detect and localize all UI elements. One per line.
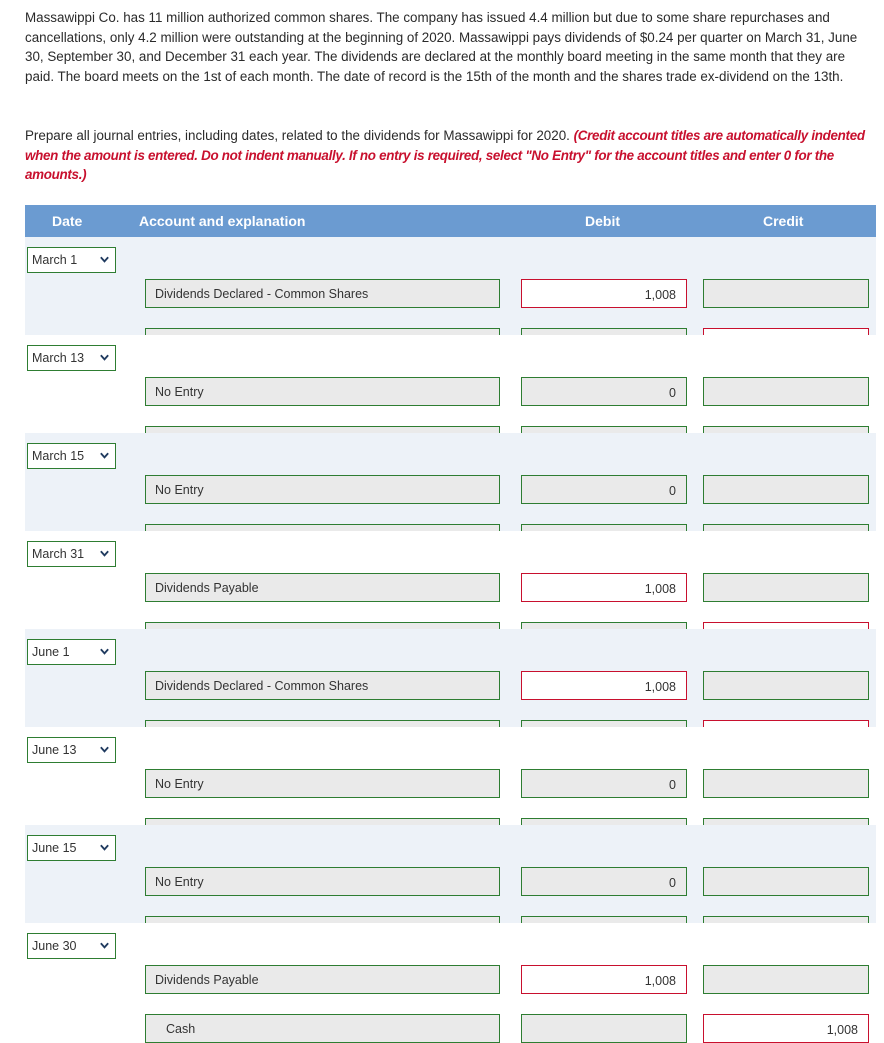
credit-amount-input[interactable] bbox=[703, 965, 869, 994]
debit-amount-input[interactable]: 1,008 bbox=[521, 671, 687, 700]
credit-amount-input[interactable] bbox=[703, 671, 869, 700]
date-select[interactable] bbox=[27, 933, 116, 959]
header-date: Date bbox=[52, 213, 83, 229]
debit-account-field[interactable]: Dividends Payable bbox=[145, 573, 500, 602]
date-select[interactable] bbox=[27, 247, 116, 273]
chevron-down-icon bbox=[99, 744, 110, 755]
chevron-down-icon bbox=[99, 254, 110, 265]
debit-amount-input[interactable]: 0 bbox=[521, 867, 687, 896]
chevron-down-icon bbox=[99, 352, 110, 363]
credit-amount-input[interactable]: 1,008 bbox=[703, 1014, 869, 1043]
credit-account-field[interactable]: Cash bbox=[145, 1014, 500, 1043]
chevron-down-icon bbox=[99, 646, 110, 657]
date-value: March 1 bbox=[32, 253, 78, 267]
instructions-note: (Credit account titles are automatically indented when the amount is entered. Do not indent manually. If no entry is required, select "No Entry" for the account titles and enter 0 for the amounts.) bbox=[25, 128, 865, 182]
journal-entry bbox=[25, 433, 876, 531]
date-select[interactable] bbox=[27, 737, 116, 763]
journal-entry bbox=[25, 531, 876, 629]
debit-account-field[interactable]: No Entry bbox=[145, 377, 500, 406]
journal-entry bbox=[25, 335, 876, 433]
date-value: June 30 bbox=[32, 939, 77, 953]
debit-amount-input[interactable]: 1,008 bbox=[521, 573, 687, 602]
debit-account-field[interactable]: Dividends Declared - Common Shares bbox=[145, 279, 500, 308]
journal-entry bbox=[25, 923, 876, 1037]
debit-amount-input[interactable]: 0 bbox=[521, 377, 687, 406]
date-value: June 13 bbox=[32, 743, 77, 757]
debit-account-field[interactable]: No Entry bbox=[145, 769, 500, 798]
credit-amount-input[interactable] bbox=[703, 279, 869, 308]
debit-account-field[interactable]: Dividends Declared - Common Shares bbox=[145, 671, 500, 700]
date-value: March 31 bbox=[32, 547, 85, 561]
journal-entry bbox=[25, 825, 876, 923]
chevron-down-icon bbox=[99, 450, 110, 461]
instructions-text: Prepare all journal entries, including dates, related to the dividends for Massawippi for 2020. bbox=[25, 128, 570, 143]
journal-entry-table bbox=[25, 205, 876, 1037]
debit-amount-input[interactable]: 0 bbox=[521, 769, 687, 798]
debit-account-field[interactable]: Dividends Payable bbox=[145, 965, 500, 994]
date-select[interactable] bbox=[27, 541, 116, 567]
date-value: June 1 bbox=[32, 645, 70, 659]
credit-amount-input[interactable] bbox=[703, 769, 869, 798]
problem-statement: Massawippi Co. has 11 million authorized common shares. The company has issued 4.4 million but due to some share repurchases and cancellations, only 4.2 million were outstanding at the beginning of 2020. Massawippi pays dividends of $0.24 per quarter on March 31, June 30, September 30, and December 31 each year. The dividends are declared at the monthly board meeting in the same month that they are paid. The board meets on the 1st of each month. The date of record is the 15th of the month and the shares trade ex-dividend on the 13th. bbox=[25, 10, 858, 84]
chevron-down-icon bbox=[99, 940, 110, 951]
credit-amount-input[interactable] bbox=[703, 377, 869, 406]
debit-account-field[interactable]: No Entry bbox=[145, 867, 500, 896]
journal-entry bbox=[25, 237, 876, 335]
debit-amount-input[interactable]: 1,008 bbox=[521, 279, 687, 308]
credit-amount-input[interactable] bbox=[703, 475, 869, 504]
header-debit: Debit bbox=[585, 213, 620, 229]
table-header bbox=[25, 205, 876, 237]
date-value: March 13 bbox=[32, 351, 85, 365]
chevron-down-icon bbox=[99, 548, 110, 559]
debit-amount-input[interactable]: 1,008 bbox=[521, 965, 687, 994]
debit-amount-input[interactable] bbox=[521, 1014, 687, 1043]
credit-amount-input[interactable] bbox=[703, 573, 869, 602]
date-select[interactable] bbox=[27, 835, 116, 861]
journal-entry bbox=[25, 727, 876, 825]
debit-account-field[interactable]: No Entry bbox=[145, 475, 500, 504]
date-select[interactable] bbox=[27, 443, 116, 469]
date-select[interactable] bbox=[27, 345, 116, 371]
date-value: March 15 bbox=[32, 449, 85, 463]
date-value: June 15 bbox=[32, 841, 77, 855]
debit-amount-input[interactable]: 0 bbox=[521, 475, 687, 504]
header-account: Account and explanation bbox=[139, 213, 306, 229]
date-select[interactable] bbox=[27, 639, 116, 665]
instructions bbox=[25, 126, 870, 185]
chevron-down-icon bbox=[99, 842, 110, 853]
header-credit: Credit bbox=[763, 213, 804, 229]
credit-amount-input[interactable] bbox=[703, 867, 869, 896]
journal-entry bbox=[25, 629, 876, 727]
